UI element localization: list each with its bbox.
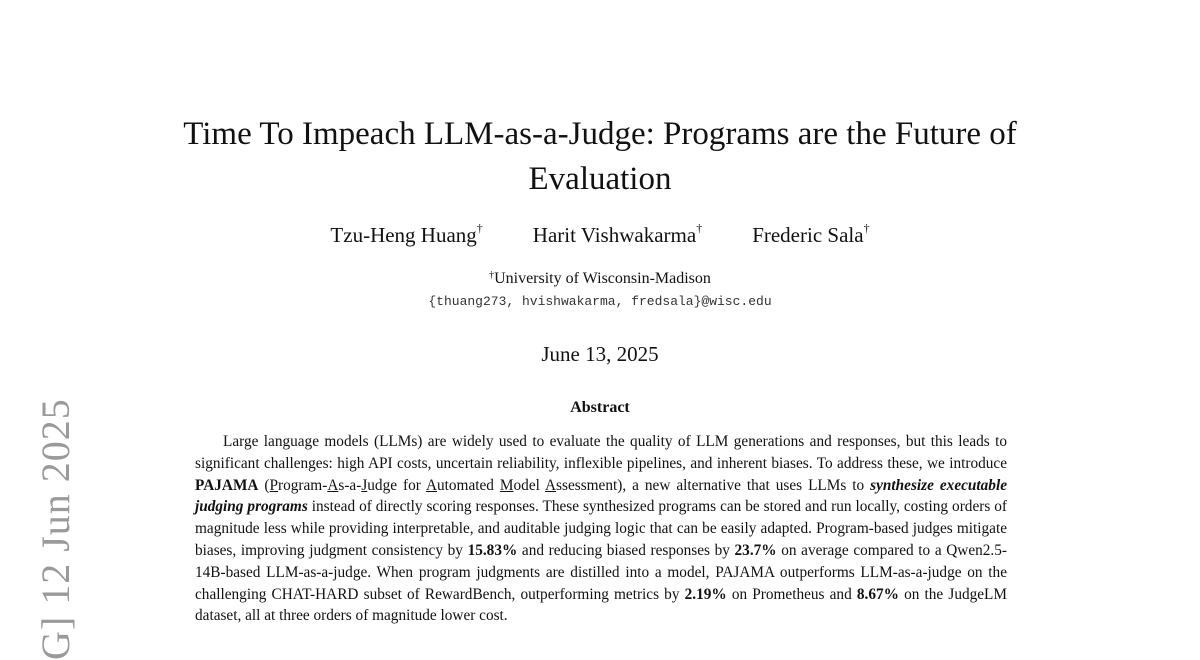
metric-value: 2.19% <box>684 585 727 603</box>
author: Frederic Sala† <box>752 221 870 247</box>
arxiv-sidebar-stamp: G] 12 Jun 2025 <box>33 398 78 660</box>
author-list <box>0 223 1200 248</box>
metric-value: 8.67% <box>856 585 899 603</box>
author: Tzu-Heng Huang† <box>330 221 483 247</box>
paper-title: Time To Impeach LLM-as-a-Judge: Programs are the Future of Evaluation <box>183 116 1017 197</box>
abstract-body: Large language models (LLMs) are widely used to evaluate the quality of LLM generations and responses, but this leads to significant challenges: high API costs, uncertain reliability, inflexible pipelines, and inherent biases. To address these, we introduce PAJAMA (Program-As-a-Judge for Automated Model Assessment), a new alternative that uses LLMs to synthesize executable judging programs instead of directly scoring responses. These synthesized programs can be stored and run locally, costing orders of magnitude less while providing interpretable, and auditable judging logic that can be easily adapted. Program-based judges mitigate biases, improving judgment consistency by 15.83% and reducing biased responses by 23.7% on average compared to a Qwen2.5-14B-based LLM-as-a-judge. When program judgments are distilled into a model, PAJAMA outperforms LLM-as-a-judge on the challenging CHAT-HARD subset of RewardBench, outperforming metrics by 2.19% on Prometheus and 8.67% on the JudgeLM dataset, all at three orders of magnitude lower cost. <box>195 433 1008 625</box>
metric-value: 23.7% <box>734 541 777 559</box>
author-emails: {thuang273, hvishwakarma, fredsala}@wisc.edu <box>428 294 772 309</box>
affiliation: †University of Wisconsin-Madison <box>489 270 711 287</box>
author: Harit Vishwakarma† <box>532 221 703 247</box>
abstract-heading: Abstract <box>570 399 630 416</box>
metric-value: 15.83% <box>467 541 518 559</box>
emphasis-phrase: synthesize executable judging programs <box>195 476 1007 516</box>
method-name: PAJAMA <box>195 476 259 494</box>
publication-date: June 13, 2025 <box>541 342 659 366</box>
